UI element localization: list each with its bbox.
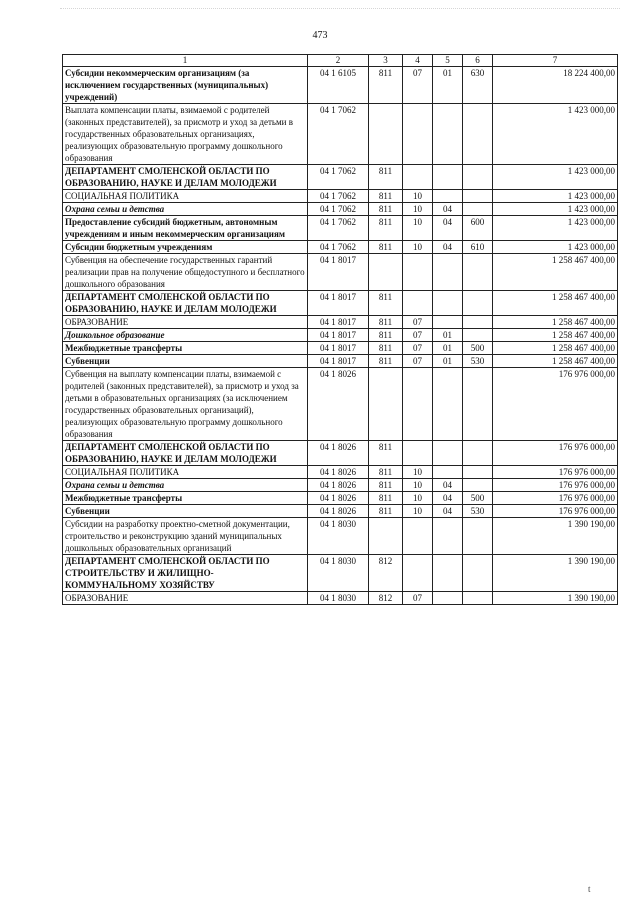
ministry-code-cell: 811	[369, 329, 403, 342]
table-row	[63, 291, 618, 316]
col-header-7: 7	[493, 55, 618, 67]
row-name-cell: СОЦИАЛЬНАЯ ПОЛИТИКА	[63, 466, 308, 479]
col-header-1: 1	[63, 55, 308, 67]
row-name-cell: Субвенция на выплату компенсации платы, взимаемой с родителей (законных представителей), за присмотр и уход за детьми в образовательных организациях (за исключением государственных образовательных организаций), реализующих образовательную программу дошкольного образования	[63, 368, 308, 441]
amount-cell: 176 976 000,00	[493, 466, 618, 479]
expense-type-cell	[463, 466, 493, 479]
subsection-code-cell	[433, 165, 463, 190]
section-code-cell: 07	[403, 316, 433, 329]
table-row	[63, 479, 618, 492]
section-code-cell	[403, 555, 433, 592]
section-code-cell	[403, 104, 433, 165]
table-row	[63, 67, 618, 104]
target-code-cell: 04 1 8017	[308, 316, 369, 329]
target-code-cell: 04 1 6105	[308, 67, 369, 104]
target-code-cell: 04 1 8017	[308, 342, 369, 355]
expense-type-cell: 610	[463, 241, 493, 254]
row-name-cell: Охрана семьи и детства	[63, 479, 308, 492]
target-code-cell: 04 1 7062	[308, 165, 369, 190]
row-name-cell: ДЕПАРТАМЕНТ СМОЛЕНСКОЙ ОБЛАСТИ ПО СТРОИТЕЛЬСТВУ И ЖИЛИЩНО-КОММУНАЛЬНОМУ ХОЗЯЙСТВУ	[63, 555, 308, 592]
expense-type-cell	[463, 291, 493, 316]
ministry-code-cell: 811	[369, 492, 403, 505]
expense-type-cell	[463, 329, 493, 342]
row-name-cell: Межбюджетные трансферты	[63, 492, 308, 505]
expense-type-cell	[463, 518, 493, 555]
subsection-code-cell	[433, 104, 463, 165]
ministry-code-cell: 811	[369, 342, 403, 355]
table-row	[63, 329, 618, 342]
subsection-code-cell	[433, 190, 463, 203]
amount-cell: 1 390 190,00	[493, 555, 618, 592]
col-header-5: 5	[433, 55, 463, 67]
expense-type-cell	[463, 254, 493, 291]
section-code-cell: 10	[403, 492, 433, 505]
target-code-cell: 04 1 7062	[308, 216, 369, 241]
ministry-code-cell: 811	[369, 505, 403, 518]
expense-type-cell	[463, 368, 493, 441]
page-number: 473	[312, 30, 328, 41]
table-row	[63, 505, 618, 518]
section-code-cell: 10	[403, 505, 433, 518]
table-row	[63, 316, 618, 329]
amount-cell: 1 423 000,00	[493, 165, 618, 190]
target-code-cell: 04 1 8030	[308, 592, 369, 605]
expense-type-cell	[463, 441, 493, 466]
target-code-cell: 04 1 8017	[308, 254, 369, 291]
amount-cell: 1 423 000,00	[493, 203, 618, 216]
expense-type-cell: 600	[463, 216, 493, 241]
target-code-cell: 04 1 7062	[308, 203, 369, 216]
expense-type-cell	[463, 555, 493, 592]
section-code-cell	[403, 368, 433, 441]
ministry-code-cell	[369, 368, 403, 441]
subsection-code-cell	[433, 518, 463, 555]
expense-type-cell	[463, 316, 493, 329]
row-name-cell: Субвенция на обеспечение государственных гарантий реализации прав на получение общедоступного и бесплатного дошкольного образования	[63, 254, 308, 291]
ministry-code-cell: 811	[369, 316, 403, 329]
amount-cell: 176 976 000,00	[493, 441, 618, 466]
amount-cell: 176 976 000,00	[493, 368, 618, 441]
section-code-cell	[403, 291, 433, 316]
subsection-code-cell: 04	[433, 505, 463, 518]
subsection-code-cell	[433, 291, 463, 316]
subsection-code-cell	[433, 316, 463, 329]
table-row	[63, 254, 618, 291]
subsection-code-cell	[433, 368, 463, 441]
expense-type-cell	[463, 190, 493, 203]
ministry-code-cell	[369, 518, 403, 555]
subsection-code-cell	[433, 254, 463, 291]
ministry-code-cell: 811	[369, 190, 403, 203]
table-row	[63, 441, 618, 466]
section-code-cell	[403, 518, 433, 555]
expense-type-cell	[463, 165, 493, 190]
ministry-code-cell: 811	[369, 241, 403, 254]
table-row	[63, 355, 618, 368]
expense-type-cell: 500	[463, 342, 493, 355]
ministry-code-cell: 811	[369, 165, 403, 190]
row-name-cell: Предоставление субсидий бюджетным, автономным учреждениям и иным некоммерческим организациям	[63, 216, 308, 241]
section-code-cell: 10	[403, 203, 433, 216]
section-code-cell: 07	[403, 67, 433, 104]
expense-type-cell: 630	[463, 67, 493, 104]
subsection-code-cell: 01	[433, 67, 463, 104]
subsection-code-cell: 01	[433, 329, 463, 342]
subsection-code-cell	[433, 441, 463, 466]
row-name-cell: Межбюджетные трансферты	[63, 342, 308, 355]
amount-cell: 1 390 190,00	[493, 518, 618, 555]
row-name-cell: Субвенции	[63, 355, 308, 368]
subsection-code-cell	[433, 555, 463, 592]
section-code-cell: 07	[403, 329, 433, 342]
table-row	[63, 518, 618, 555]
expense-type-cell: 500	[463, 492, 493, 505]
col-header-3: 3	[369, 55, 403, 67]
subsection-code-cell	[433, 466, 463, 479]
section-code-cell: 10	[403, 216, 433, 241]
target-code-cell: 04 1 8026	[308, 479, 369, 492]
target-code-cell: 04 1 7062	[308, 190, 369, 203]
row-name-cell: Выплата компенсации платы, взимаемой с родителей (законных представителей), за присмотр и уход за детьми в государственных образовательных организациях, реализующих образовательную программу дошкольного образования	[63, 104, 308, 165]
row-name-cell: ОБРАЗОВАНИЕ	[63, 592, 308, 605]
col-header-4: 4	[403, 55, 433, 67]
table-row	[63, 342, 618, 355]
target-code-cell: 04 1 8017	[308, 355, 369, 368]
subsection-code-cell: 04	[433, 479, 463, 492]
ministry-code-cell: 811	[369, 203, 403, 216]
ministry-code-cell: 811	[369, 441, 403, 466]
amount-cell: 1 258 467 400,00	[493, 342, 618, 355]
table-row	[63, 165, 618, 190]
subsection-code-cell: 04	[433, 203, 463, 216]
ministry-code-cell: 811	[369, 216, 403, 241]
target-code-cell: 04 1 8017	[308, 329, 369, 342]
amount-cell: 1 258 467 400,00	[493, 254, 618, 291]
section-code-cell: 07	[403, 342, 433, 355]
ministry-code-cell	[369, 104, 403, 165]
table-row	[63, 241, 618, 254]
subsection-code-cell	[433, 592, 463, 605]
row-name-cell: ОБРАЗОВАНИЕ	[63, 316, 308, 329]
amount-cell: 1 423 000,00	[493, 241, 618, 254]
target-code-cell: 04 1 8026	[308, 492, 369, 505]
budget-table	[62, 54, 618, 605]
ministry-code-cell: 811	[369, 291, 403, 316]
amount-cell: 176 976 000,00	[493, 505, 618, 518]
subsection-code-cell: 04	[433, 216, 463, 241]
header-row	[63, 55, 618, 67]
target-code-cell: 04 1 7062	[308, 104, 369, 165]
amount-cell: 18 224 400,00	[493, 67, 618, 104]
table-row	[63, 492, 618, 505]
target-code-cell: 04 1 8026	[308, 466, 369, 479]
row-name-cell: ДЕПАРТАМЕНТ СМОЛЕНСКОЙ ОБЛАСТИ ПО ОБРАЗОВАНИЮ, НАУКЕ И ДЕЛАМ МОЛОДЕЖИ	[63, 291, 308, 316]
expense-type-cell	[463, 479, 493, 492]
amount-cell: 1 258 467 400,00	[493, 329, 618, 342]
amount-cell: 1 390 190,00	[493, 592, 618, 605]
subsection-code-cell: 04	[433, 492, 463, 505]
section-code-cell: 10	[403, 190, 433, 203]
ministry-code-cell: 812	[369, 592, 403, 605]
section-code-cell	[403, 165, 433, 190]
corner-mark: t	[588, 884, 591, 894]
table-row	[63, 466, 618, 479]
table-row	[63, 555, 618, 592]
ministry-code-cell: 811	[369, 466, 403, 479]
table-row	[63, 592, 618, 605]
expense-type-cell	[463, 203, 493, 216]
row-name-cell: Субсидии бюджетным учреждениям	[63, 241, 308, 254]
section-code-cell	[403, 254, 433, 291]
section-code-cell: 10	[403, 466, 433, 479]
amount-cell: 1 258 467 400,00	[493, 355, 618, 368]
table-row	[63, 216, 618, 241]
section-code-cell: 07	[403, 355, 433, 368]
subsection-code-cell: 01	[433, 342, 463, 355]
row-name-cell: Субвенции	[63, 505, 308, 518]
row-name-cell: ДЕПАРТАМЕНТ СМОЛЕНСКОЙ ОБЛАСТИ ПО ОБРАЗОВАНИЮ, НАУКЕ И ДЕЛАМ МОЛОДЕЖИ	[63, 165, 308, 190]
ministry-code-cell: 811	[369, 479, 403, 492]
subsection-code-cell: 01	[433, 355, 463, 368]
expense-type-cell: 530	[463, 505, 493, 518]
col-header-6: 6	[463, 55, 493, 67]
section-code-cell	[403, 441, 433, 466]
row-name-cell: СОЦИАЛЬНАЯ ПОЛИТИКА	[63, 190, 308, 203]
ministry-code-cell: 812	[369, 555, 403, 592]
amount-cell: 176 976 000,00	[493, 479, 618, 492]
row-name-cell: Дошкольное образование	[63, 329, 308, 342]
subsection-code-cell: 04	[433, 241, 463, 254]
amount-cell: 1 258 467 400,00	[493, 316, 618, 329]
amount-cell: 176 976 000,00	[493, 492, 618, 505]
ministry-code-cell: 811	[369, 67, 403, 104]
table-row	[63, 368, 618, 441]
col-header-2: 2	[308, 55, 369, 67]
ministry-code-cell	[369, 254, 403, 291]
target-code-cell: 04 1 8030	[308, 555, 369, 592]
table-row	[63, 190, 618, 203]
amount-cell: 1 423 000,00	[493, 104, 618, 165]
row-name-cell: Охрана семьи и детства	[63, 203, 308, 216]
target-code-cell: 04 1 8026	[308, 441, 369, 466]
section-code-cell: 10	[403, 241, 433, 254]
row-name-cell: ДЕПАРТАМЕНТ СМОЛЕНСКОЙ ОБЛАСТИ ПО ОБРАЗОВАНИЮ, НАУКЕ И ДЕЛАМ МОЛОДЕЖИ	[63, 441, 308, 466]
expense-type-cell	[463, 104, 493, 165]
scan-noise	[60, 8, 620, 23]
target-code-cell: 04 1 8026	[308, 505, 369, 518]
amount-cell: 1 423 000,00	[493, 216, 618, 241]
amount-cell: 1 258 467 400,00	[493, 291, 618, 316]
target-code-cell: 04 1 8017	[308, 291, 369, 316]
row-name-cell: Субсидии некоммерческим организациям (за исключением государственных (муниципальных) учреждений)	[63, 67, 308, 104]
ministry-code-cell: 811	[369, 355, 403, 368]
amount-cell: 1 423 000,00	[493, 190, 618, 203]
table-row	[63, 104, 618, 165]
table-row	[63, 203, 618, 216]
target-code-cell: 04 1 7062	[308, 241, 369, 254]
row-name-cell: Субсидии на разработку проектно-сметной документации, строительство и реконструкцию зданий муниципальных дошкольных образовательных организаций	[63, 518, 308, 555]
target-code-cell: 04 1 8026	[308, 368, 369, 441]
section-code-cell: 07	[403, 592, 433, 605]
expense-type-cell	[463, 592, 493, 605]
section-code-cell: 10	[403, 479, 433, 492]
expense-type-cell: 530	[463, 355, 493, 368]
target-code-cell: 04 1 8030	[308, 518, 369, 555]
